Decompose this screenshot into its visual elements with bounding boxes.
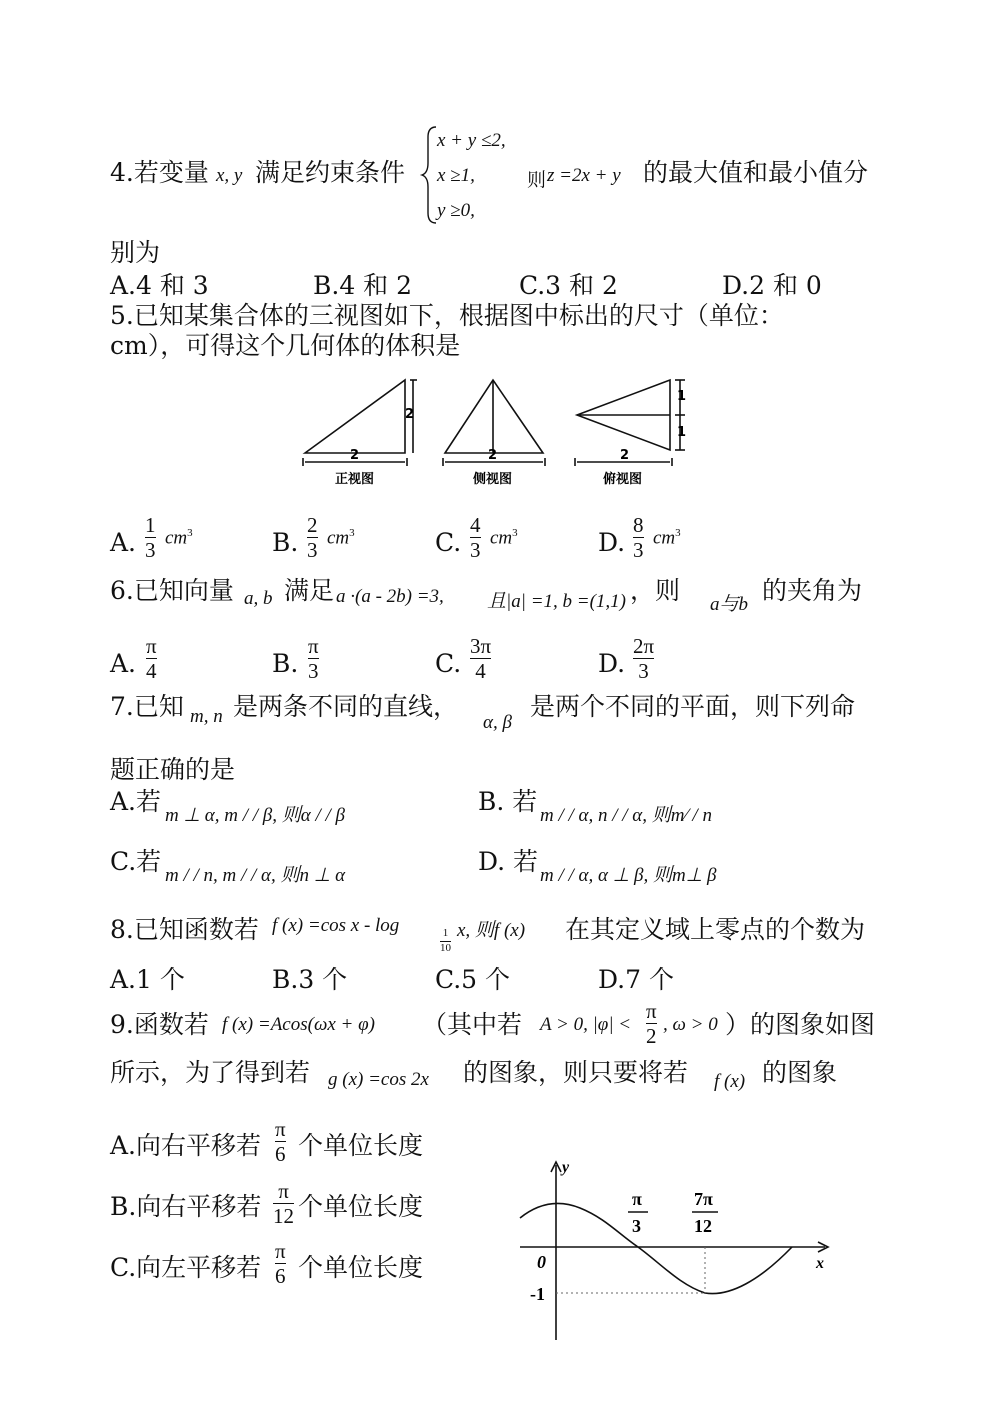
y-label: y — [562, 1159, 570, 1176]
q9-cond-frac: π 2 — [646, 999, 657, 1049]
q4-constraint-3: y ≥0, — [437, 200, 475, 221]
q6-stem-a: 6.已知向量 — [110, 576, 234, 605]
q9-option-a-post: 个单位长度 — [298, 1131, 424, 1160]
q5-option-a-label: A. — [110, 528, 137, 557]
q9-f-expr: f (x) — [714, 1071, 746, 1092]
q6-option-c-label: C. — [435, 649, 462, 678]
q4-option-b: B.4 和 2 — [313, 271, 413, 300]
q8-expr-2: x, 则f (x) — [457, 920, 526, 941]
q6-stem-c: ，则 — [630, 576, 681, 605]
q5-option-d-frac: 8 3 — [633, 513, 644, 563]
q5-option-a-frac: 1 3 — [145, 513, 156, 563]
q8-log-base: 1 10 — [440, 927, 451, 954]
q9-option-c-frac: π 6 — [275, 1239, 286, 1289]
q4-constraint-1: x + y ≤2, — [437, 130, 506, 151]
q6-option-a-frac: π 4 — [146, 634, 157, 684]
cosine-graph — [520, 1160, 840, 1350]
q6-option-d-frac: 2π 3 — [633, 634, 655, 684]
top-dim-2: 2 — [620, 448, 630, 463]
front-view-caption: 正视图 — [335, 472, 375, 487]
q9-option-b-pre: B.向右平移若 — [110, 1192, 262, 1221]
q6-condition-2: 且|a| =1, b =(1,1) — [487, 591, 626, 612]
q5-stem-line2: cm），可得这个几何体的体积是 — [110, 331, 461, 360]
q9-line2-a: 所示，为了得到若 — [110, 1058, 311, 1087]
q7-option-b-math: m / / α, n / / α, 则m⁄ / n — [540, 805, 712, 826]
q5-option-b-frac: 2 3 — [307, 513, 318, 563]
q8-stem-a: 8.已知函数若 — [110, 915, 259, 944]
q5-option-c-unit: $cm^3$ — [490, 527, 518, 549]
cosine-curve — [520, 1203, 792, 1293]
side-dim-2: 2 — [488, 448, 498, 463]
q4-stem-d: 别为 — [110, 238, 161, 267]
q5-option-b-label: B. — [272, 528, 299, 557]
q6-condition: a ·(a - 2b) =3, — [336, 586, 444, 607]
q9-expr: f (x) =Acos(ωx + φ) — [222, 1014, 375, 1035]
tick-pi-3-num: π — [632, 1189, 642, 1209]
q6-option-d-label: D. — [598, 649, 626, 678]
q8-stem-b: 在其定义域上零点的个数为 — [565, 915, 866, 944]
q8-expr: f (x) =cos x - log — [272, 915, 400, 936]
q9-cond-b: , ω > 0 — [663, 1014, 718, 1035]
q4-then: 则 — [527, 170, 547, 191]
tick-7pi-12-den: 12 — [694, 1216, 712, 1236]
q9-option-a-pre: A.向右平移若 — [110, 1131, 262, 1160]
q7-option-c-label: C.若 — [110, 847, 162, 876]
q7-stem-b: 是两条不同的直线， — [233, 692, 459, 721]
q6-stem-b: 满足 — [284, 576, 335, 605]
q6-option-b-frac: π 3 — [308, 634, 319, 684]
q7-stem-a: 7.已知 — [110, 692, 184, 721]
q6-option-c-frac: 3π 4 — [470, 634, 492, 684]
q5-stem-line1: 5.已知某集合体的三视图如下，根据图中标出的尺寸（单位： — [110, 301, 784, 330]
q6-option-a-label: A. — [110, 649, 137, 678]
q6-pair: a与b — [710, 594, 749, 615]
q7-option-a-label: A.若 — [110, 787, 162, 816]
q9-option-c-post: 个单位长度 — [298, 1253, 424, 1282]
q4-objective: z =2x + y — [547, 165, 621, 186]
q4-constraint-2: x ≥1, — [437, 165, 475, 186]
q5-option-a-unit: $cm^3$ — [165, 527, 193, 549]
q9-stem-a: 9.函数若 — [110, 1010, 209, 1039]
side-view-shape — [445, 380, 543, 453]
q9-g-expr: g (x) =cos 2x — [328, 1069, 429, 1090]
q6-vars: a, b — [244, 588, 273, 609]
q6-stem-d: 的夹角为 — [762, 576, 863, 605]
top-dim-1a: 1 — [677, 389, 687, 404]
q7-option-a-math: m ⊥ α, m / / β, 则α / / β — [165, 805, 345, 826]
top-dim-1b: 1 — [677, 425, 687, 440]
q9-option-c-pre: C.向左平移若 — [110, 1253, 262, 1282]
q9-line2-b: 的图象，则只要将若 — [463, 1058, 689, 1087]
q4-stem-c: 的最大值和最小值分 — [643, 158, 869, 187]
three-view-figure — [295, 370, 715, 490]
x-label: x — [816, 1255, 824, 1272]
front-view-shape — [305, 380, 405, 453]
q4-stem-b: 满足约束条件 — [255, 158, 406, 187]
q9-line2-c: 的图象 — [762, 1058, 838, 1087]
top-view-caption: 俯视图 — [603, 472, 643, 487]
q4-vars: x, y — [216, 165, 243, 186]
q5-option-d-unit: $cm^3$ — [653, 527, 681, 549]
q7-stem-c: 是两个不同的平面，则下列命 — [530, 692, 856, 721]
q7-option-c-math: m / / n, m / / α, 则n ⊥ α — [165, 865, 346, 886]
q9-option-a-frac: π 6 — [275, 1117, 286, 1167]
q5-option-c-frac: 4 3 — [470, 513, 481, 563]
q7-option-b-label: B. 若 — [478, 787, 538, 816]
q9-stem-c: ）的图象如图 — [725, 1010, 876, 1039]
side-view-caption: 侧视图 — [473, 472, 513, 487]
q8-option-c: C.5 个 — [435, 965, 511, 994]
origin-label: 0 — [537, 1252, 546, 1272]
front-height-2: 2 — [405, 407, 415, 422]
q5-option-b-unit: $cm^3$ — [327, 527, 355, 549]
q5-option-d-label: D. — [598, 528, 626, 557]
q4-option-d: D.2 和 0 — [722, 271, 822, 300]
q8-option-a: A.1 个 — [110, 965, 185, 994]
q7-stem-d: 题正确的是 — [110, 755, 236, 784]
front-dim-2: 2 — [350, 448, 360, 463]
q6-option-b-label: B. — [272, 649, 299, 678]
q4-option-a: A.4 和 3 — [110, 271, 209, 300]
q5-option-c-label: C. — [435, 528, 462, 557]
q8-option-b: B.3 个 — [272, 965, 348, 994]
q4-option-c: C.3 和 2 — [519, 271, 618, 300]
q7-option-d-math: m / / α, α ⊥ β, 则m⊥ β — [540, 865, 717, 886]
tick-7pi-12-num: 7π — [694, 1189, 713, 1209]
q9-option-b-post: 个单位长度 — [298, 1192, 424, 1221]
q7-lines: m, n — [190, 706, 223, 727]
q9-stem-b: （其中若 — [422, 1010, 523, 1039]
q9-option-b-frac: π 12 — [273, 1179, 294, 1229]
q4-stem: 4.若变量 — [110, 158, 209, 187]
tick-pi-3-den: 3 — [632, 1216, 641, 1236]
q8-option-d: D.7 个 — [598, 965, 674, 994]
q7-planes: α, β — [483, 712, 512, 733]
q7-option-d-label: D. 若 — [478, 847, 539, 876]
q9-cond-a: A > 0, |φ| < — [540, 1014, 632, 1035]
minus-one-label: -1 — [530, 1284, 545, 1304]
